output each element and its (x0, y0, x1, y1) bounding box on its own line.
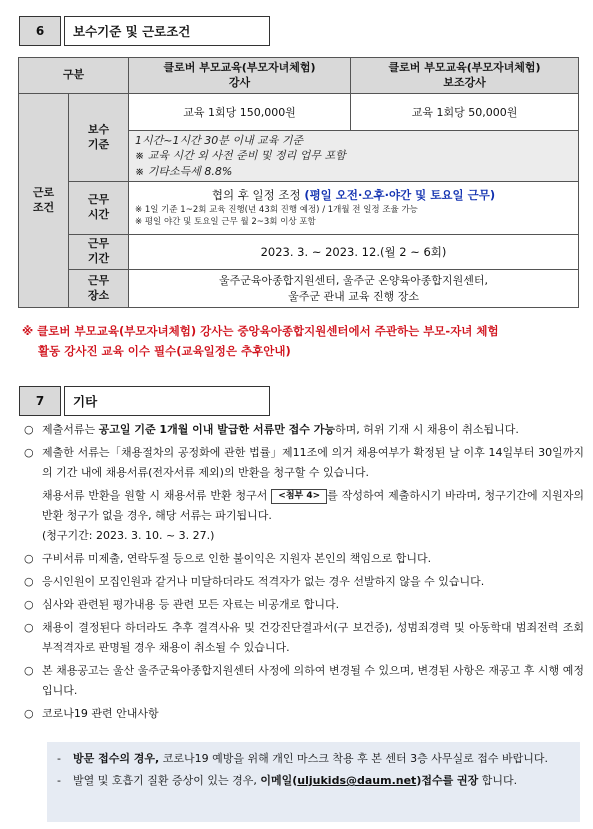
covid-1-text: 코로나19 예방을 위해 개인 마스크 착용 후 본 센터 3층 사무실로 접수 바랍니다. (159, 752, 548, 765)
period-value: 2023. 3. ~ 2023. 12.(월 2 ~ 6회) (129, 235, 579, 270)
bullet-circle-icon: ○ (24, 552, 34, 565)
group-label-line2: 조건 (32, 200, 55, 214)
item-2-text-a: 제출한 서류는「채용절차의 공정화에 관한 법률」제11조에 의거 채용여부가 확정된 날 이후 14일부터 30일까지의 기간 내에 채용서류(전자서류 제외)의 반환을 청구할 수 있습니다. (42, 446, 584, 479)
hours-value (129, 182, 579, 235)
header-instructor (129, 58, 351, 94)
covid-2-bold-a: 이메일( (260, 774, 298, 787)
item-1-text-a: 제출서류는 (42, 423, 99, 436)
table-header-row (19, 58, 579, 94)
item-6-text: 채용이 결정된다 하더라도 추후 결격사유 및 건강진단결과서(구 보건증), 성범죄경력 및 아동학대 범죄전력 조회 부적격자로 판명될 경우 채용이 취소될 수 있습니다. (42, 621, 584, 654)
pay-note-1: 1시간~1시간 30분 이내 교육 기준 (135, 134, 304, 147)
hours-main-highlight: (평일 오전·오후·야간 및 토요일 근무) (304, 188, 496, 203)
row-label-hours (69, 182, 129, 235)
covid-1-bold: 방문 접수의 경우, (73, 752, 160, 765)
list-item (24, 704, 584, 724)
hours-label-line2: 시간 (87, 208, 110, 222)
header-category: 구분 (19, 58, 129, 94)
dash-bullet-icon: - (57, 752, 61, 765)
covid-2-text: 발열 및 호흡기 질환 증상이 있는 경우, (73, 774, 261, 787)
list-item (24, 595, 584, 615)
group-label-line1: 근로 (32, 185, 55, 199)
bullet-circle-icon: ○ (24, 707, 34, 720)
bullet-circle-icon: ○ (24, 423, 34, 436)
dash-bullet-icon: - (57, 774, 61, 787)
attachment-4-stamp: <첨부 4> (271, 489, 327, 504)
list-item (24, 549, 584, 569)
header-assistant-line1: 클로버 부모교육(부모자녀체험) (388, 60, 541, 74)
header-assistant (351, 58, 579, 94)
list-item (24, 661, 584, 701)
instructor-training-warning (22, 321, 582, 361)
covid-item-2 (57, 771, 570, 791)
section-7-title: 기타 (64, 386, 270, 416)
item-1-text-c: 하며, 허위 기재 시 채용이 취소됩니다. (335, 423, 519, 436)
list-item (24, 420, 584, 440)
place-label-line2: 장소 (87, 288, 110, 302)
item-8-text: 코로나19 관련 안내사항 (42, 707, 159, 720)
header-instructor-line2: 강사 (228, 75, 251, 89)
list-item (24, 618, 584, 658)
section-7-header (19, 386, 270, 416)
section-7-body (24, 420, 584, 727)
bullet-circle-icon: ○ (24, 664, 34, 677)
place-label-line1: 근무 (87, 273, 110, 287)
pay-note-2: ※ 교육 시간 외 사전 준비 및 정리 업무 포함 (135, 149, 346, 163)
covid-2-text-d: 합니다. (478, 774, 518, 787)
item-5-text: 심사와 관련된 평가내용 등 관련 모든 자료는 비공개로 합니다. (42, 598, 340, 611)
hours-main-text: 협의 후 일정 조정 (211, 188, 305, 203)
bullet-circle-icon: ○ (24, 621, 34, 634)
place-line-1: 울주군육아종합지원센터, 울주군 온양육아종합지원센터, (219, 273, 489, 287)
pay-label-line1: 보수 (87, 122, 110, 136)
pay-value-assistant: 교육 1회당 50,000원 (351, 94, 579, 131)
covid-2-bold-c: )접수를 권장 (416, 774, 479, 787)
item-2-text-b2: 를 작성하여 제출하시기 바라며, 청구기간에 지원자의 반환 청구가 없을 경우, 해당 서류는 파기됩니다. (42, 489, 585, 522)
header-assistant-line2: 보조강사 (443, 75, 486, 89)
place-line-2: 울주군 관내 교육 진행 장소 (288, 289, 419, 303)
item-7-text: 본 채용공고는 울산 울주군육아종합지원센터 사정에 의하여 변경될 수 있으며, 변경된 사항은 재공고 후 시행 예정입니다. (42, 664, 584, 697)
section-6-header (19, 16, 270, 46)
row-label-place (69, 270, 129, 308)
hours-label-line1: 근무 (87, 193, 110, 207)
row-label-period (69, 235, 129, 270)
pay-value-instructor: 교육 1회당 150,000원 (129, 94, 351, 131)
item-1-text-bold: 공고일 기준 1개월 이내 발급한 서류만 접수 가능 (98, 423, 335, 436)
hours-note-2: ※ 평일 야간 및 토요일 근무 월 2~3회 이상 포함 (135, 217, 316, 228)
pay-notes (129, 131, 579, 182)
pay-note-3: ※ 기타소득세 8.8% (135, 164, 233, 178)
warning-line-1: ※ 클로버 부모교육(부모자녀체험) 강사는 중앙육아종합지원센터에서 주관하는 부모-자녀 체험 (22, 324, 499, 338)
group-work-conditions (19, 94, 69, 308)
covid-notice-box (47, 742, 580, 822)
place-value (129, 270, 579, 308)
email-link[interactable]: uljukids@daum.net (297, 774, 417, 787)
header-instructor-line1: 클로버 부모교육(부모자녀체험) (163, 60, 316, 74)
item-2-claim-period: (청구기간: 2023. 3. 10. ~ 3. 27.) (42, 529, 215, 542)
item-2-text-b1: 채용서류 반환을 원할 시 채용서류 반환 청구서 (42, 489, 272, 502)
section-7-number: 7 (19, 386, 61, 416)
item-3-text: 구비서류 미제출, 연락두절 등으로 인한 불이익은 지원자 본인의 책임으로 합니다. (42, 552, 432, 565)
covid-item-1 (57, 749, 570, 769)
section-6-title: 보수기준 및 근로조건 (64, 16, 270, 46)
item-2-text-b (42, 486, 584, 526)
hours-main (135, 187, 572, 203)
section-6-number: 6 (19, 16, 61, 46)
warning-line-2: 활동 강사진 교육 이수 필수(교육일정은 추후안내) (38, 344, 291, 359)
list-item (24, 572, 584, 592)
bullet-circle-icon: ○ (24, 598, 34, 611)
bullet-circle-icon: ○ (24, 575, 34, 588)
pay-label-line2: 기준 (87, 137, 110, 151)
bullet-circle-icon: ○ (24, 446, 34, 459)
item-4-text: 응시인원이 모집인원과 같거나 미달하더라도 적격자가 없는 경우 선발하지 않을 수 있습니다. (42, 575, 485, 588)
hours-note-1: ※ 1일 기준 1~2회 교육 진행(년 43회 진행 예정) / 1개월 전 일정 조율 가능 (135, 205, 418, 216)
period-label-line2: 기간 (87, 252, 110, 266)
list-item (24, 443, 584, 546)
work-conditions-table (18, 57, 579, 308)
period-label-line1: 근무 (87, 237, 110, 251)
row-label-pay (69, 94, 129, 182)
